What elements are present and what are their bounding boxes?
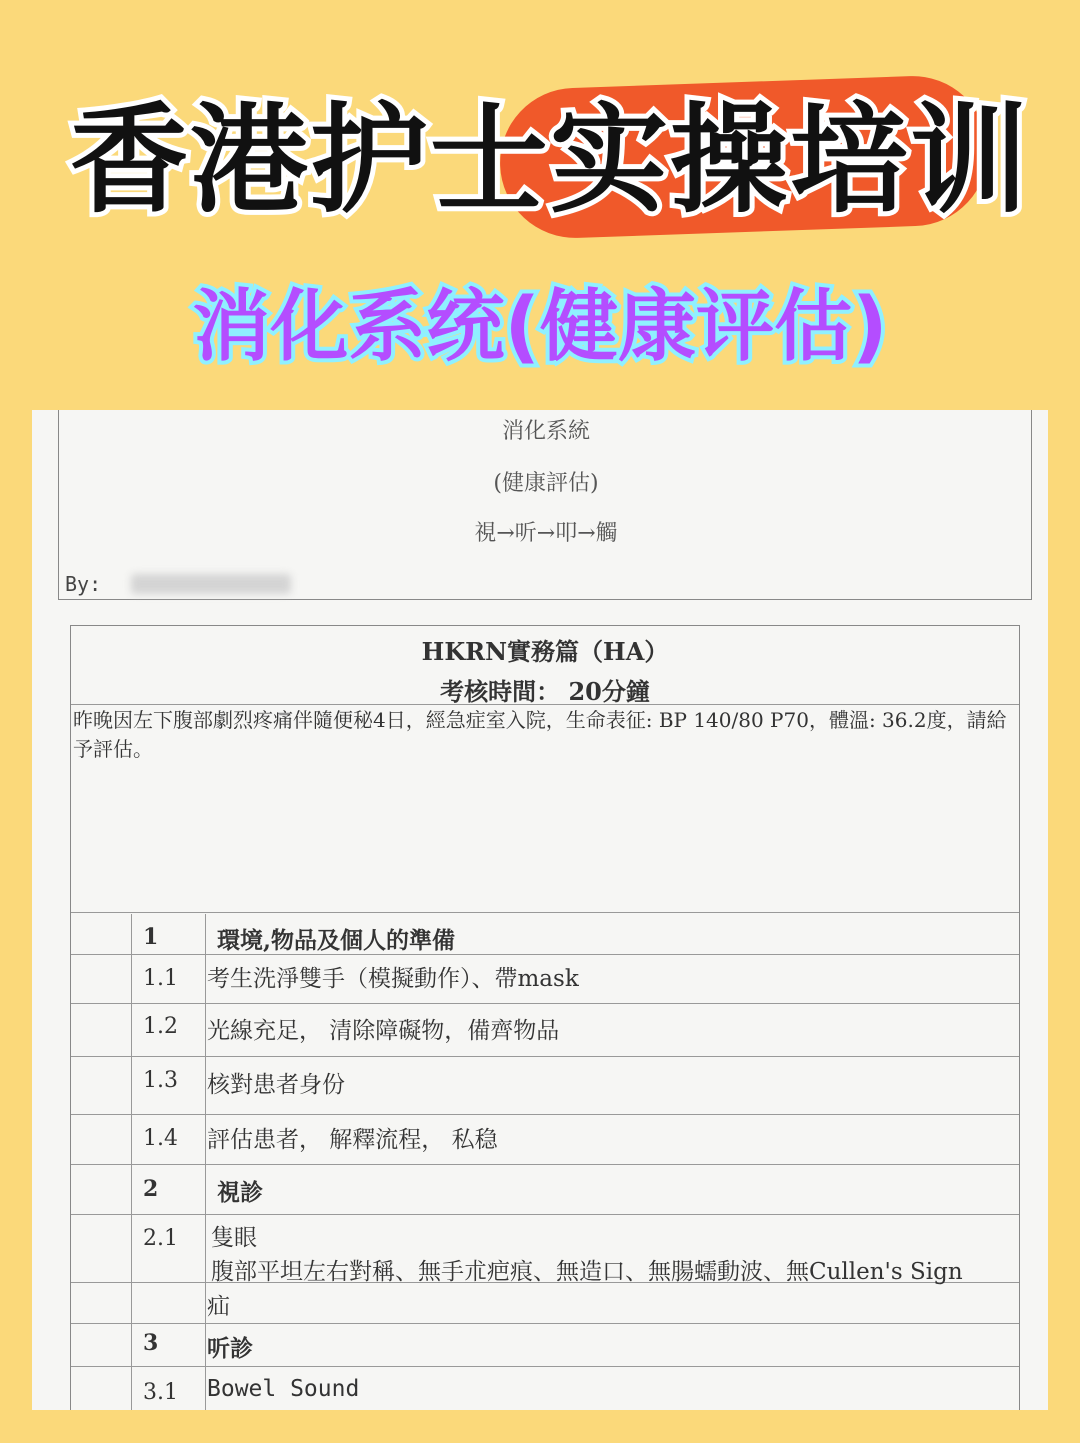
doc-subheading: (健康評估) [493, 471, 599, 496]
by-label: By: [65, 572, 102, 596]
row-text: 听診 [207, 1335, 253, 1362]
exam-title: HKRN實務篇（HA） [421, 637, 669, 666]
row-text: 考生洗淨雙手（模擬動作）、帶mask [207, 966, 579, 992]
exam-time: 考核時間： 20分鐘 [440, 677, 650, 706]
row-num: 1.1 [143, 966, 178, 991]
row-text: Bowel Sound [207, 1376, 360, 1402]
row-num: 2.1 [143, 1226, 178, 1251]
row-text: 環境,物品及個人的準備 [217, 927, 456, 954]
page-title: 香港护士实操培训 [70, 91, 1031, 229]
row-num: 3.1 [143, 1380, 178, 1405]
page-subtitle: 消化系统(健康评估) [192, 282, 888, 372]
row-num: 1.4 [143, 1126, 178, 1151]
exam-table [70, 625, 1020, 1410]
doc-sequence: 視→听→叩→觸 [474, 521, 618, 546]
row-num: 1 [143, 924, 159, 950]
title-banner [0, 70, 1080, 240]
document-page [32, 410, 1048, 1410]
doc-heading: 消化系統 [501, 419, 590, 444]
row-text: 評估患者， 解釋流程， 私稳 [207, 1127, 498, 1153]
row-text: 核對患者身份 [207, 1072, 345, 1098]
row-num: 3 [143, 1330, 159, 1356]
row-text: 腹部平坦左右對稱、無手朮疤痕、無造口、無腸蠕動波、無Cullen's Sign [211, 1259, 963, 1285]
author-redacted [131, 574, 291, 594]
row-text: 視診 [217, 1179, 263, 1206]
row-num: 1.3 [143, 1068, 178, 1093]
scenario-text: 昨晚因左下腹部劇烈疼痛伴隨便秘4日，經急症室入院，生命表征: BP 140/80 P70，體溫: 36.2度，請給予評估。 [73, 708, 1007, 761]
document-header-box [58, 410, 1032, 600]
row-text: 隻眼 [211, 1225, 257, 1251]
row-text: 光線充足， 清除障礙物，備齊物品 [207, 1018, 560, 1044]
row-num: 2 [143, 1176, 159, 1202]
row-text: 疝 [207, 1294, 230, 1320]
row-num: 1.2 [143, 1014, 178, 1039]
